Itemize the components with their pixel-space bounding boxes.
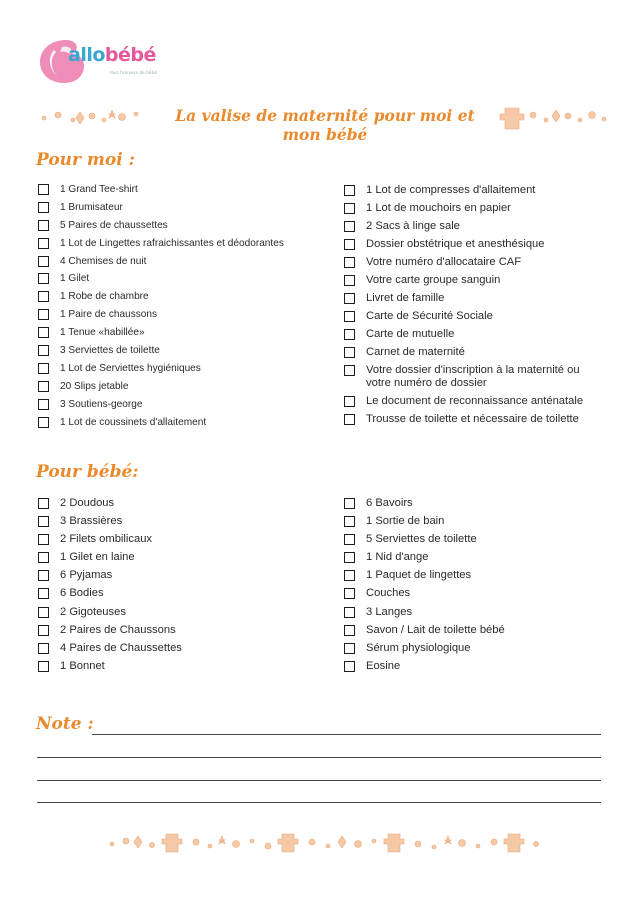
- checkbox[interactable]: [344, 552, 355, 563]
- checklist-item: [38, 363, 328, 375]
- checklist-item-label: 1 Lot de Lingettes rafraichissantes et déodorantes: [60, 237, 284, 249]
- section-heading-moi: Pour moi :: [36, 150, 135, 170]
- checklist-item: [344, 413, 606, 426]
- checklist-item-label: 5 Serviettes de toilette: [366, 533, 477, 546]
- checklist-item: [344, 569, 606, 582]
- note-line[interactable]: [37, 780, 601, 781]
- checklist-moi-left: [38, 184, 328, 434]
- checkbox[interactable]: [38, 516, 49, 527]
- checkbox[interactable]: [344, 257, 355, 268]
- checklist-item-label: Carte de Sécurité Sociale: [366, 310, 493, 322]
- checklist-item: [344, 346, 606, 359]
- checkbox[interactable]: [38, 256, 49, 267]
- checklist-item: [344, 202, 606, 215]
- checklist-item-label: 1 Bonnet: [60, 659, 105, 672]
- page-title: La valise de maternité pour moi et mon bébé: [175, 106, 475, 144]
- checklist-item: [344, 551, 606, 564]
- checklist-item-label: 2 Filets ombilicaux: [60, 533, 153, 546]
- checklist-item-label: Votre carte groupe sanguin: [366, 274, 501, 286]
- checklist-item-label: Votre numéro d'allocataire CAF: [366, 256, 522, 268]
- checkbox[interactable]: [38, 345, 49, 356]
- checkbox[interactable]: [38, 399, 49, 410]
- checkbox[interactable]: [38, 273, 49, 284]
- checklist-item: [344, 292, 606, 305]
- checklist-item-label: 3 Soutiens-george: [60, 398, 143, 410]
- checklist-item: [38, 273, 328, 285]
- checklist-item: [38, 238, 328, 250]
- checklist-item-label: Sérum physiologique: [366, 641, 471, 654]
- checklist-item: [344, 642, 606, 655]
- checkbox[interactable]: [38, 363, 49, 374]
- checkbox[interactable]: [344, 185, 355, 196]
- checkbox[interactable]: [344, 570, 355, 581]
- checklist-item: [344, 310, 606, 323]
- checklist-item-label: 20 Slips jetable: [60, 380, 129, 392]
- decorative-footer-icon: [0, 826, 638, 862]
- checkbox[interactable]: [344, 516, 355, 527]
- checklist-item: [344, 587, 606, 600]
- checklist-item: [38, 184, 328, 196]
- checklist-item: [38, 660, 308, 673]
- checklist-item-label: 3 Langes: [366, 605, 413, 618]
- checklist-item: [38, 327, 328, 339]
- checklist-item: [344, 606, 606, 619]
- checklist-item: [38, 515, 308, 528]
- checklist-item-label: Dossier obstétrique et anesthésique: [366, 238, 545, 250]
- checklist-item-label: Votre dossier d'inscription à la maternité ou votre numéro de dossier: [366, 364, 580, 389]
- checklist-bebe-right: [344, 497, 606, 678]
- checkbox[interactable]: [38, 417, 49, 428]
- checkbox[interactable]: [38, 220, 49, 231]
- checklist-item-label: Eosine: [366, 659, 401, 672]
- checkbox[interactable]: [38, 534, 49, 545]
- checklist-item: [38, 309, 328, 321]
- checkbox[interactable]: [38, 498, 49, 509]
- checkbox[interactable]: [38, 643, 49, 654]
- checklist-item-label: 2 Doudous: [60, 497, 115, 509]
- checklist-item: [38, 533, 308, 546]
- checkbox[interactable]: [344, 661, 355, 672]
- checkbox[interactable]: [38, 588, 49, 599]
- checklist-item-label: 1 Gilet en laine: [60, 551, 135, 564]
- checklist-item-label: 1 Lot de compresses d'allaitement: [366, 184, 536, 196]
- checkbox[interactable]: [344, 534, 355, 545]
- checklist-item-label: 1 Grand Tee-shirt: [60, 184, 138, 195]
- checkbox[interactable]: [344, 365, 355, 376]
- checklist-item-label: 1 Lot de mouchoirs en papier: [366, 202, 511, 214]
- checklist-bebe-left: [38, 497, 308, 678]
- checklist-item-label: Le document de reconnaissance anténatale: [366, 395, 584, 407]
- logo-wordmark: [68, 44, 156, 66]
- checkbox[interactable]: [38, 202, 49, 213]
- checklist-item: [344, 364, 606, 390]
- checklist-item-label: 4 Chemises de nuit: [60, 255, 147, 267]
- checklist-item-label: 2 Sacs à linge sale: [366, 220, 460, 232]
- checklist-item-label: 1 Robe de chambre: [60, 291, 149, 303]
- checklist-item: [38, 399, 328, 411]
- checkbox[interactable]: [344, 311, 355, 322]
- checkbox[interactable]: [344, 498, 355, 509]
- checkbox[interactable]: [344, 607, 355, 618]
- checkbox[interactable]: [344, 396, 355, 407]
- checklist-item: [344, 220, 606, 233]
- checkbox[interactable]: [344, 625, 355, 636]
- checklist-item-label: Carte de mutuelle: [366, 328, 455, 340]
- checkbox[interactable]: [344, 275, 355, 286]
- checkbox[interactable]: [344, 643, 355, 654]
- checklist-item-label: 4 Paires de Chaussettes: [60, 641, 182, 654]
- checkbox[interactable]: [344, 239, 355, 250]
- checklist-item: [344, 328, 606, 341]
- checklist-item-label: 1 Lot de coussinets d'allaitement: [60, 416, 207, 428]
- checklist-item-label: 5 Paires de chaussettes: [60, 219, 168, 231]
- checklist-item: [344, 497, 606, 510]
- note-line[interactable]: [37, 757, 601, 758]
- checklist-item-label: 6 Bodies: [60, 587, 104, 600]
- checklist-item-label: 1 Tenue «habillée»: [60, 327, 145, 339]
- checklist-item-label: 3 Serviettes de toilette: [60, 345, 160, 357]
- checklist-item-label: Savon / Lait de toilette bébé: [366, 623, 505, 636]
- checklist-item: [38, 256, 328, 268]
- checklist-item: [38, 587, 308, 600]
- checklist-item-label: Couches: [366, 587, 411, 600]
- checklist-item-label: 1 Paire de chaussons: [60, 309, 158, 321]
- checklist-item: [344, 238, 606, 251]
- checklist-item: [344, 660, 606, 673]
- checklist-item-label: Trousse de toilette et nécessaire de toilette: [366, 413, 579, 425]
- checkbox[interactable]: [38, 570, 49, 581]
- section-heading-bebe: Pour bébé:: [36, 462, 139, 482]
- checklist-item-label: 6 Bavoirs: [366, 497, 413, 509]
- checklist-item: [38, 606, 308, 619]
- checkbox[interactable]: [38, 381, 49, 392]
- checklist-item: [38, 202, 328, 214]
- checkbox[interactable]: [38, 291, 49, 302]
- checkbox[interactable]: [344, 588, 355, 599]
- checkbox[interactable]: [344, 347, 355, 358]
- checklist-item: [38, 417, 328, 429]
- logo-allo-text: allo: [68, 44, 105, 66]
- checklist-item-label: Livret de famille: [366, 292, 445, 304]
- checklist-item: [344, 256, 606, 269]
- checkbox[interactable]: [38, 625, 49, 636]
- checklist-item: [344, 624, 606, 637]
- checklist-item: [344, 533, 606, 546]
- checklist-item: [38, 497, 308, 510]
- checklist-item: [344, 274, 606, 287]
- checklist-item: [38, 551, 308, 564]
- note-line[interactable]: [92, 734, 601, 735]
- checkbox[interactable]: [38, 238, 49, 249]
- checklist-item-label: 1 Paquet de lingettes: [366, 569, 472, 582]
- checkbox[interactable]: [38, 661, 49, 672]
- checklist-moi-right: [344, 184, 606, 431]
- checkbox[interactable]: [38, 309, 49, 320]
- checklist-item: [38, 569, 308, 582]
- checkbox[interactable]: [344, 221, 355, 232]
- checklist-item-label: 1 Sortie de bain: [366, 515, 445, 528]
- checkbox[interactable]: [38, 184, 49, 195]
- note-label: Note :: [36, 714, 94, 734]
- checklist-item: [38, 291, 328, 303]
- checklist-item-label: 1 Nid d'ange: [366, 551, 429, 564]
- checklist-item-label: 1 Brumisateur: [60, 201, 123, 213]
- checkbox[interactable]: [344, 414, 355, 425]
- checklist-item: [38, 642, 308, 655]
- checklist-item: [344, 184, 606, 197]
- checkbox[interactable]: [38, 327, 49, 338]
- checklist-item-label: 1 Gilet: [60, 273, 90, 285]
- checklist-item-label: Carnet de maternité: [366, 346, 465, 358]
- checklist-item: [38, 220, 328, 232]
- checklist-item-label: 3 Brassières: [60, 515, 123, 528]
- checklist-item-label: 2 Paires de Chaussons: [60, 623, 176, 636]
- checklist-item-label: 2 Gigoteuses: [60, 605, 126, 618]
- logo-tagline: tout l'univers de bébé: [110, 70, 158, 75]
- checklist-item: [38, 624, 308, 637]
- checklist-item: [344, 395, 606, 408]
- checkbox[interactable]: [344, 203, 355, 214]
- checkbox[interactable]: [344, 329, 355, 340]
- checkbox[interactable]: [38, 607, 49, 618]
- checkbox[interactable]: [344, 293, 355, 304]
- checklist-item: [38, 381, 328, 393]
- checklist-item: [38, 345, 328, 357]
- checklist-item: [344, 515, 606, 528]
- note-line[interactable]: [37, 802, 601, 803]
- checkbox[interactable]: [38, 552, 49, 563]
- logo-bebe-text: bébé: [104, 44, 156, 66]
- checklist-item-label: 1 Lot de Serviettes hygiéniques: [60, 362, 201, 374]
- checklist-item-label: 6 Pyjamas: [60, 569, 113, 582]
